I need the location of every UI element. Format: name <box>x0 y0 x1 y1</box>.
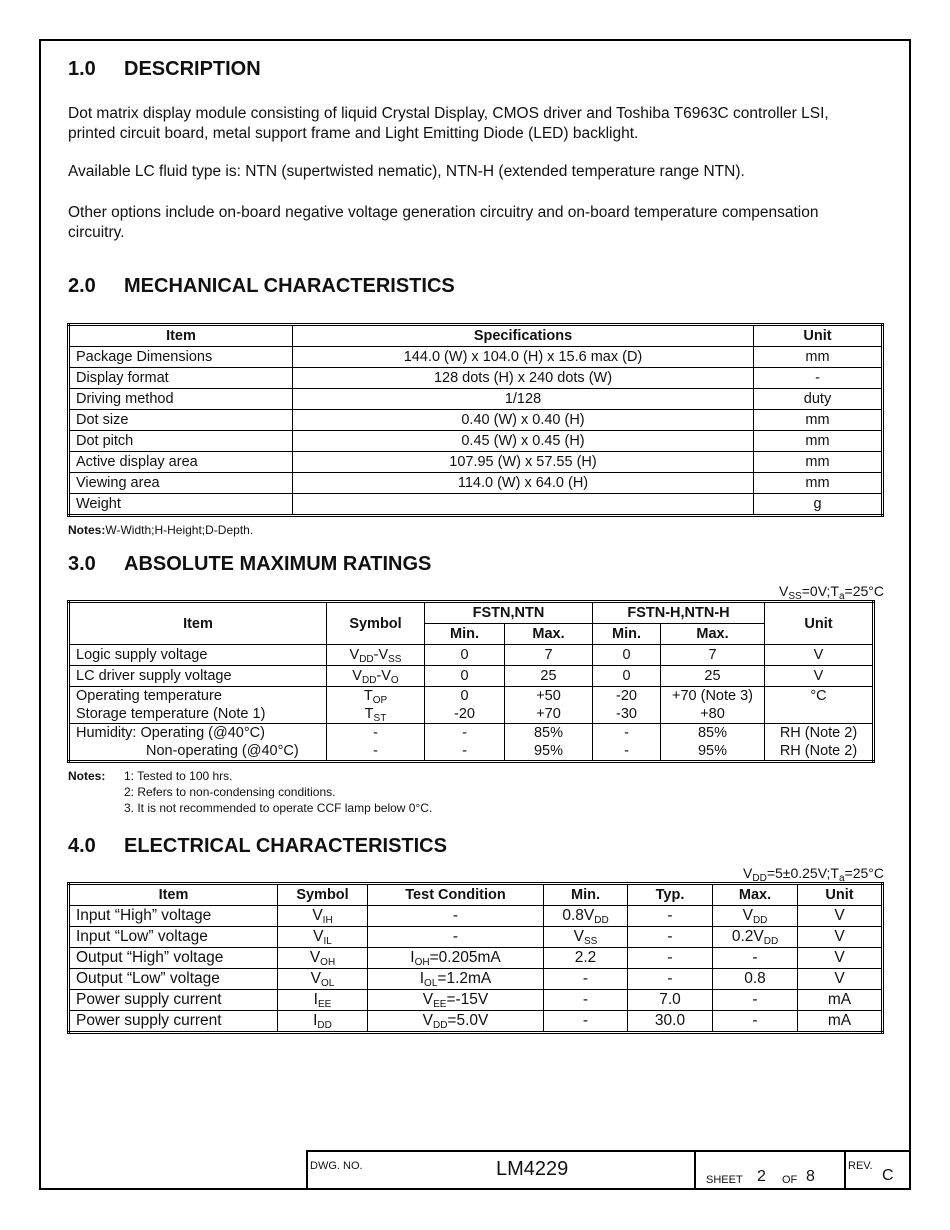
col-header: Unit <box>765 602 874 645</box>
table-cell: 0 <box>593 645 661 666</box>
table-cell: mA <box>798 1011 883 1033</box>
revision: C <box>882 1167 894 1184</box>
table-cell: Logic supply voltage <box>69 645 327 666</box>
table-cell: - - <box>327 724 425 762</box>
table-cell: - - <box>593 724 661 762</box>
table-row <box>69 452 883 473</box>
col-header: Min. <box>544 884 628 906</box>
table-cell: Dot pitch <box>69 431 293 452</box>
col-header: Typ. <box>628 884 713 906</box>
table-cell: - <box>368 927 544 948</box>
table-cell: V <box>765 666 874 687</box>
table-cell: mm <box>754 473 883 494</box>
table-cell: Package Dimensions <box>69 347 293 368</box>
ratings-table <box>67 600 875 763</box>
table-row <box>69 969 883 990</box>
table-cell: 25 <box>661 666 765 687</box>
table-row <box>69 927 883 948</box>
table-cell: Output “High” voltage <box>69 948 278 969</box>
table-cell: $V_{DD}$ <box>713 906 798 927</box>
col-header: Symbol <box>278 884 368 906</box>
table-cell: 1/128 <box>293 389 754 410</box>
table-cell: $0.2V_{DD}$ <box>713 927 798 948</box>
table-cell: - <box>713 990 798 1011</box>
mechanical-notes: Notes:W-Width;H-Height;D-Depth. <box>68 523 254 537</box>
table-cell: - <box>544 990 628 1011</box>
table-cell: - - <box>425 724 505 762</box>
table-cell: mm <box>754 431 883 452</box>
table-cell: Humidity: Operating (@40°C) Non-operating (@40°C) <box>69 724 327 762</box>
table-cell: V <box>798 906 883 927</box>
table-cell: mm <box>754 347 883 368</box>
table-cell: $0.8V_{DD}$ <box>544 906 628 927</box>
col-header: Specifications <box>293 325 754 347</box>
table-cell: $I_{OH}=0.205mA$ <box>368 948 544 969</box>
table-cell: 30.0 <box>628 1011 713 1033</box>
table-cell: - <box>628 969 713 990</box>
electrical-table <box>67 882 884 1034</box>
total-sheets: 8 <box>806 1168 815 1185</box>
table-cell: $V_{EE}=-15V$ <box>368 990 544 1011</box>
table-cell: V <box>765 645 874 666</box>
table-cell: - <box>713 948 798 969</box>
table-row <box>69 410 883 431</box>
table-cell: $V_{DD}=5.0V$ <box>368 1011 544 1033</box>
col-header: Item <box>69 884 278 906</box>
table-cell: $V_{DD}-V_O$ <box>327 666 425 687</box>
table-cell: Weight <box>69 494 293 516</box>
table-cell: 2.2 <box>544 948 628 969</box>
table-cell: $T_{OP}$ $T_{ST}$ <box>327 687 425 724</box>
table-cell: 128 dots (H) x 240 dots (W) <box>293 368 754 389</box>
table-cell: 144.0 (W) x 104.0 (H) x 15.6 max (D) <box>293 347 754 368</box>
table-cell: - <box>754 368 883 389</box>
col-header: Unit <box>754 325 883 347</box>
table-cell: V <box>798 948 883 969</box>
col-header: Unit <box>798 884 883 906</box>
table-cell: $V_{IL}$ <box>278 927 368 948</box>
table-cell <box>293 494 754 516</box>
table-row <box>69 473 883 494</box>
table-cell: $V_{OL}$ <box>278 969 368 990</box>
table-cell: 0 <box>425 666 505 687</box>
sheet-cell <box>694 1152 844 1190</box>
table-cell: - <box>628 948 713 969</box>
table-cell: Viewing area <box>69 473 293 494</box>
table-cell: V <box>798 969 883 990</box>
table-cell: V <box>798 927 883 948</box>
drawing-number: LM4229 <box>496 1158 569 1180</box>
table-cell: $V_{OH}$ <box>278 948 368 969</box>
table-row <box>69 1011 883 1033</box>
table-cell: °C <box>765 687 874 724</box>
description-p2: Available LC fluid type is: NTN (supertwisted nematic), NTN-H (extended temperature range NTN). <box>68 163 745 180</box>
table-row <box>69 368 883 389</box>
table-cell: Active display area <box>69 452 293 473</box>
table-cell: +50 +70 <box>505 687 593 724</box>
table-cell: Driving method <box>69 389 293 410</box>
description-p1: Dot matrix display module consisting of liquid Crystal Display, CMOS driver and Toshiba T6963C controller LSI, printed circuit board, metal support frame and Light Emitting Diode (LED) backlight. <box>68 105 829 142</box>
table-cell: - <box>544 1011 628 1033</box>
table-cell: mm <box>754 452 883 473</box>
section-4-heading: 4.0 ELECTRICAL CHARACTERISTICS <box>68 835 447 857</box>
table-cell: -20 -30 <box>593 687 661 724</box>
col-group-header: FSTN,NTN <box>425 602 593 624</box>
ratings-condition: $V_{SS}=0V;T_a=25^\circ C$ <box>779 583 884 602</box>
table-row <box>69 389 883 410</box>
ratings-notes: Notes: 1: Tested to 100 hrs. 2: Refers to non-condensing conditions. 3. It is not recommended to operate CCF lamp below 0°C. <box>68 769 433 815</box>
table-cell: - <box>368 906 544 927</box>
table-cell: $V_{DD}-V_{SS}$ <box>327 645 425 666</box>
table-cell: 0 <box>593 666 661 687</box>
table-cell: $V_{SS}$ <box>544 927 628 948</box>
col-header: Min. <box>593 624 661 645</box>
table-cell: $I_{EE}$ <box>278 990 368 1011</box>
table-cell: Output “Low” voltage <box>69 969 278 990</box>
table-cell: Power supply current <box>69 990 278 1011</box>
sheet-label: SHEET <box>706 1174 743 1186</box>
title-block <box>306 1150 911 1190</box>
table-cell: +70 (Note 3) +80 <box>661 687 765 724</box>
col-header: Item <box>69 325 293 347</box>
table-cell: 25 <box>505 666 593 687</box>
table-cell: 7 <box>661 645 765 666</box>
col-header: Max. <box>661 624 765 645</box>
table-cell: Display format <box>69 368 293 389</box>
table-cell: - <box>628 906 713 927</box>
col-header: Test Condition <box>368 884 544 906</box>
table-cell: 7.0 <box>628 990 713 1011</box>
table-cell: Operating temperature Storage temperature (Note 1) <box>69 687 327 724</box>
col-header: Max. <box>713 884 798 906</box>
table-cell: Input “High” voltage <box>69 906 278 927</box>
table-row <box>69 666 874 687</box>
table-row <box>69 724 874 762</box>
table-cell: g <box>754 494 883 516</box>
table-cell: - <box>544 969 628 990</box>
section-1-heading: 1.0 DESCRIPTION <box>68 58 261 80</box>
table-cell: Dot size <box>69 410 293 431</box>
table-cell: mA <box>798 990 883 1011</box>
table-cell: 7 <box>505 645 593 666</box>
table-cell: RH (Note 2) RH (Note 2) <box>765 724 874 762</box>
table-cell: Input “Low” voltage <box>69 927 278 948</box>
table-row <box>69 990 883 1011</box>
col-header: Symbol <box>327 602 425 645</box>
table-cell: Power supply current <box>69 1011 278 1033</box>
table-cell: 0.45 (W) x 0.45 (H) <box>293 431 754 452</box>
electrical-condition: $V_{DD}=5\pm 0.25V;T_a=25^\circ C$ <box>743 865 884 884</box>
col-header: Max. <box>505 624 593 645</box>
table-row <box>69 645 874 666</box>
table-cell: LC driver supply voltage <box>69 666 327 687</box>
table-row <box>69 494 883 516</box>
table-row <box>69 906 883 927</box>
description-p3: Other options include on-board negative voltage generation circuitry and on-board temperature compensation circuitry. <box>68 204 819 241</box>
sheet-number: 2 <box>757 1168 766 1185</box>
rev-label: REV. <box>848 1160 873 1172</box>
dwg-label: DWG. NO. <box>310 1160 363 1172</box>
table-cell: 0 <box>425 645 505 666</box>
table-cell: - <box>713 1011 798 1033</box>
table-cell: 85% 95% <box>505 724 593 762</box>
table-cell: - <box>628 927 713 948</box>
section-2-heading: 2.0 MECHANICAL CHARACTERISTICS <box>68 275 455 297</box>
dwg-cell <box>306 1152 694 1190</box>
table-row <box>69 948 883 969</box>
table-row <box>69 431 883 452</box>
table-cell: 114.0 (W) x 64.0 (H) <box>293 473 754 494</box>
table-cell: $V_{IH}$ <box>278 906 368 927</box>
table-row <box>69 347 883 368</box>
table-row <box>69 687 874 724</box>
table-cell: 85% 95% <box>661 724 765 762</box>
table-cell: 0.8 <box>713 969 798 990</box>
table-cell: 0 -20 <box>425 687 505 724</box>
mechanical-table <box>67 323 884 517</box>
table-cell: $I_{OL}=1.2mA$ <box>368 969 544 990</box>
table-cell: $I_{DD}$ <box>278 1011 368 1033</box>
rev-cell <box>844 1152 911 1190</box>
col-header: Item <box>69 602 327 645</box>
section-3-heading: 3.0 ABSOLUTE MAXIMUM RATINGS <box>68 553 432 575</box>
col-group-header: FSTN-H,NTN-H <box>593 602 765 624</box>
of-label: OF <box>782 1174 798 1186</box>
table-cell: 107.95 (W) x 57.55 (H) <box>293 452 754 473</box>
table-cell: mm <box>754 410 883 431</box>
table-cell: 0.40 (W) x 0.40 (H) <box>293 410 754 431</box>
table-cell: duty <box>754 389 883 410</box>
col-header: Min. <box>425 624 505 645</box>
